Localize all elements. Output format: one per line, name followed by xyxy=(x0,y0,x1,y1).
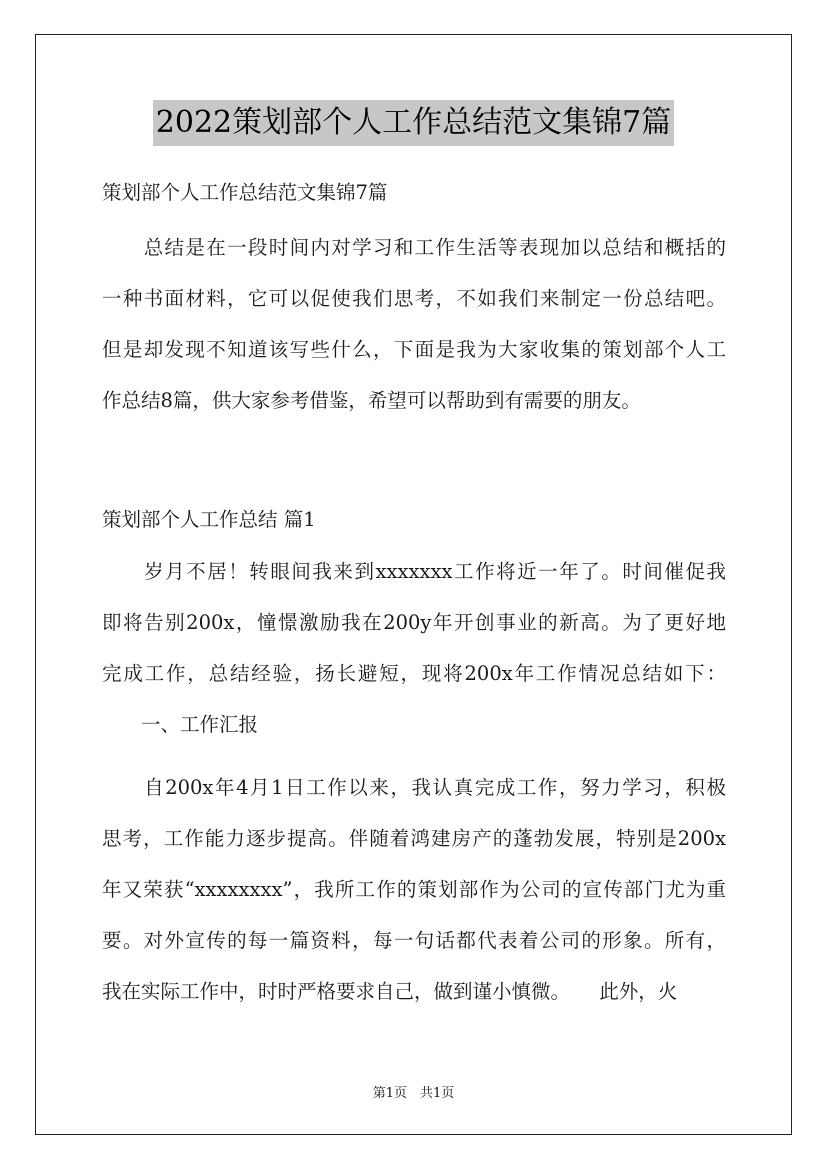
document-subtitle: 策划部个人工作总结范文集锦7篇 xyxy=(102,181,388,204)
body-line: 思考，工作能力逐步提高。伴随着鸿建房产的蓬勃发展，特别是200x xyxy=(102,827,726,850)
body-line: 我在实际工作中，时时严格要求自己，做到谨小慎微。 此外，火 xyxy=(102,980,678,1003)
section-line: 即将告别200x，憧憬激励我在200y年开创事业的新高。为了更好地 xyxy=(102,611,726,634)
subheading: 一、工作汇报 xyxy=(102,713,259,736)
intro-paragraph xyxy=(102,222,726,426)
body-line: 年又荣获“xxxxxxxx”，我所工作的策划部作为公司的宣传部门尤为重 xyxy=(102,878,726,901)
intro-line: 但是却发现不知道该写些什么，下面是我为大家收集的策划部个人工 xyxy=(102,338,726,361)
body-paragraph xyxy=(102,762,726,1017)
intro-line: 一种书面材料，它可以促使我们思考，不如我们来制定一份总结吧。 xyxy=(102,287,726,310)
section-line: 岁月不居！转眼间我来到xxxxxxx工作将近一年了。时间催促我 xyxy=(102,560,726,583)
title-container xyxy=(0,100,827,146)
page-footer: 第1页 共1页 xyxy=(372,1086,455,1101)
section-line: 完成工作，总结经验，扬长避短，现将200x年工作情况总结如下： xyxy=(102,662,726,685)
document-title: 2022策划部个人工作总结范文集锦7篇 xyxy=(153,100,674,146)
body-line: 自200x年4月1日工作以来，我认真完成工作，努力学习，积极 xyxy=(102,776,726,799)
intro-line: 作总结8篇，供大家参考借鉴，希望可以帮助到有需要的朋友。 xyxy=(102,389,641,412)
intro-line: 总结是在一段时间内对学习和工作生活等表现加以总结和概括的 xyxy=(102,236,726,259)
body-line: 要。对外宣传的每一篇资料，每一句话都代表着公司的形象。所有， xyxy=(102,929,726,952)
section-heading: 策划部个人工作总结 篇1 xyxy=(102,508,316,531)
section-paragraph xyxy=(102,546,726,750)
